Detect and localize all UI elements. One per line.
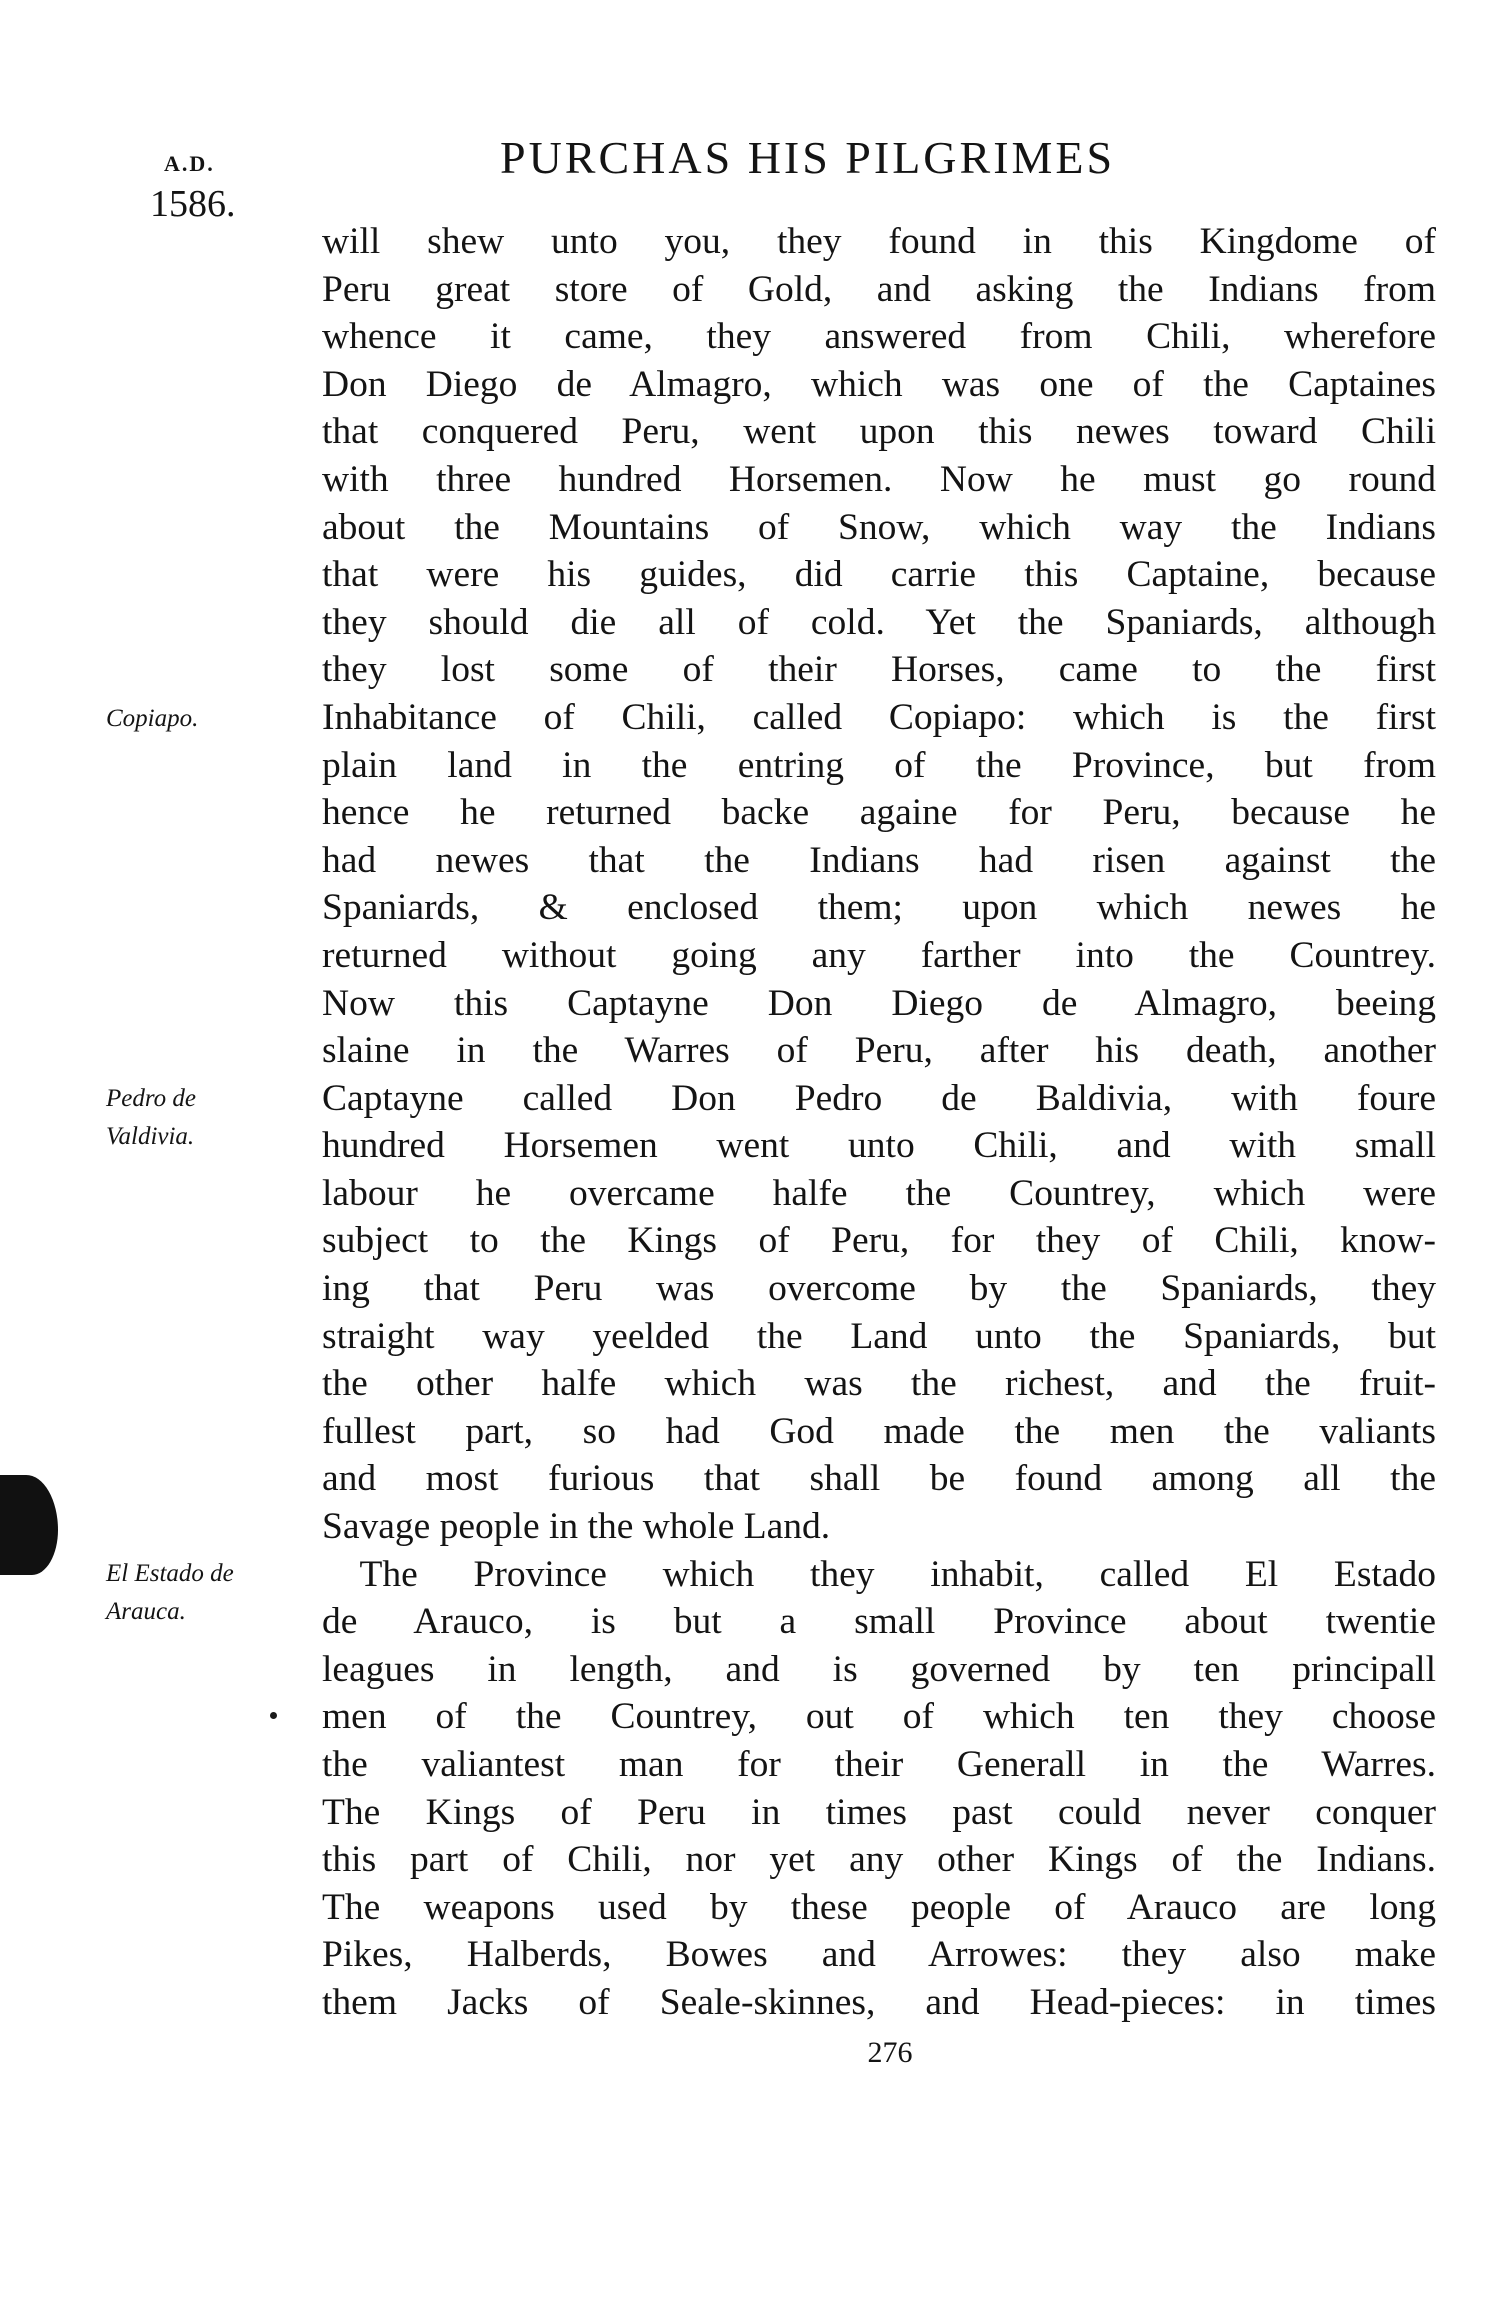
ad-label: A.D. [164, 151, 215, 176]
page-edge-shadow [0, 1475, 58, 1575]
text-line: Pikes, Halberds, Bowes and Arrowes: they also make [322, 1934, 1436, 1976]
text-line: ing that Peru was overcome by the Spaniards, they [322, 1268, 1436, 1310]
text-line: about the Mountains of Snow, which way the Indians [322, 506, 1436, 548]
text-line: had newes that the Indians had risen against the [322, 839, 1436, 881]
margin-note-line: Valdivia. [106, 1123, 195, 1150]
page-number: 276 [867, 2036, 913, 2069]
text-line: Don Diego de Almagro, which was one of the Captaines [322, 363, 1436, 405]
body-text [322, 218, 1436, 2027]
year-label: 1586. [150, 183, 236, 225]
text-line: Inhabitance of Chili, called Copiapo: which is the first [322, 696, 1436, 738]
text-line: slaine in the Warres of Peru, after his death, another [322, 1030, 1436, 1072]
text-line: de Arauco, is but a small Province about twentie [322, 1601, 1436, 1643]
text-line: Captayne called Don Pedro de Baldivia, with foure [322, 1077, 1436, 1119]
text-line: the valiantest man for their Generall in the Warres. [322, 1744, 1436, 1785]
text-line: Spaniards, & enclosed them; upon which newes he [322, 887, 1436, 929]
text-line: they lost some of their Horses, came to the first [322, 649, 1436, 691]
text-line: will shew unto you, they found in this Kingdome of [322, 221, 1436, 262]
text-line: they should die all of cold. Yet the Spaniards, although [322, 601, 1436, 643]
text-line: and most furious that shall be found among all the [322, 1458, 1436, 1500]
text-line: The Province which they inhabit, called El Estado [322, 1553, 1436, 1595]
margin-note-line: Copiapo. [106, 705, 199, 732]
text-line: them Jacks of Seale-skinnes, and Head-pieces: in times [322, 1981, 1436, 2023]
text-line: returned without going any farther into the Countrey. [322, 934, 1436, 976]
text-line: subject to the Kings of Peru, for they of Chili, know- [322, 1220, 1436, 1262]
text-line: whence it came, they answered from Chili, wherefore [322, 316, 1436, 358]
text-line: the other halfe which was the richest, and the fruit- [322, 1363, 1436, 1405]
text-line: fullest part, so had God made the men the valiants [322, 1410, 1436, 1452]
text-line: this part of Chili, nor yet any other Kings of the Indians. [322, 1839, 1436, 1881]
text-line: straight way yeelded the Land unto the Spaniards, but [322, 1315, 1436, 1357]
text-line: Now this Captayne Don Diego de Almagro, beeing [322, 982, 1436, 1024]
text-line: that were his guides, did carrie this Captaine, because [322, 554, 1436, 596]
text-line: Savage people in the whole Land. [322, 1506, 831, 1548]
running-title: PURCHAS HIS PILGRIMES [500, 132, 1116, 183]
text-line: with three hundred Horsemen. Now he must go round [322, 458, 1436, 500]
text-line: leagues in length, and is governed by ten principall [322, 1648, 1436, 1690]
margin-note-pedro-de-valdivia [106, 1080, 306, 1156]
margin-note-line: Arauca. [106, 1598, 186, 1625]
text-line: The Kings of Peru in times past could never conquer [322, 1791, 1436, 1833]
date-marginal [150, 146, 270, 226]
text-line: labour he overcame halfe the Countrey, which were [322, 1172, 1436, 1214]
margin-note-line: El Estado de [106, 1560, 234, 1587]
text-line: hence he returned backe againe for Peru, because he [322, 792, 1436, 834]
bullet-mark [270, 1712, 277, 1719]
text-line: hundred Horsemen went unto Chili, and with small [322, 1125, 1436, 1167]
margin-note-copiapo [106, 700, 306, 738]
margin-note-el-estado [106, 1555, 306, 1631]
text-line: plain land in the entring of the Province, but from [322, 744, 1436, 786]
text-line: that conquered Peru, went upon this newes toward Chili [322, 411, 1436, 453]
text-line: The weapons used by these people of Arauco are long [322, 1886, 1436, 1928]
margin-note-line: Pedro de [106, 1085, 197, 1112]
text-line: men of the Countrey, out of which ten they choose [322, 1696, 1436, 1738]
text-line: Peru great store of Gold, and asking the Indians from [322, 268, 1436, 310]
